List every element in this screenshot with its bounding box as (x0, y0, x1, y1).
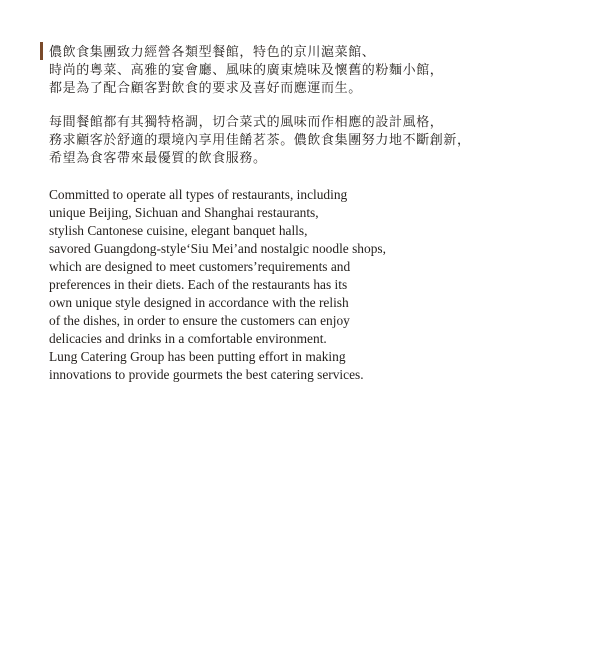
english-line: of the dishes, in order to ensure the customers can enjoy (49, 313, 350, 328)
english-paragraph (49, 186, 594, 384)
english-line: stylish Cantonese cuisine, elegant banquet halls, (49, 223, 308, 238)
english-line: own unique style designed in accordance with the relish (49, 295, 349, 310)
about-text-block (49, 44, 594, 384)
chinese-line: 希望為食客帶來最優質的飲食服務。 (49, 151, 267, 166)
chinese-line: 每間餐館都有其獨特格調，切合菜式的風味而作相應的設計風格， (49, 115, 444, 130)
chinese-line: 都是為了配合顧客對飲食的要求及喜好而應運而生。 (49, 81, 362, 96)
english-line: innovations to provide gourmets the best catering services. (49, 367, 364, 382)
english-line: savored Guangdong-style‘Siu Mei’and nostalgic noodle shops, (49, 241, 386, 256)
chinese-line: 時尚的粵菜、高雅的宴會廳、風味的廣東燒味及懷舊的粉麵小館， (49, 63, 444, 78)
chinese-paragraph-1 (49, 44, 594, 98)
english-line: preferences in their diets. Each of the restaurants has its (49, 277, 348, 292)
english-line: unique Beijing, Sichuan and Shanghai restaurants, (49, 205, 319, 220)
chinese-paragraph-2 (49, 114, 594, 168)
english-line: delicacies and drinks in a comfortable environment. (49, 331, 327, 346)
english-line: which are designed to meet customers’requirements and (49, 259, 351, 274)
chinese-line: 儂飲食集團致力經營各類型餐館，特色的京川滬菜館、 (49, 45, 376, 60)
chinese-line: 務求顧客於舒適的環境內享用佳餚茗茶。儂飲食集團努力地不斷創新， (49, 133, 471, 148)
english-line: Committed to operate all types of restaurants, including (49, 187, 348, 202)
english-line: Lung Catering Group has been putting effort in making (49, 349, 346, 364)
accent-bar (40, 42, 43, 60)
